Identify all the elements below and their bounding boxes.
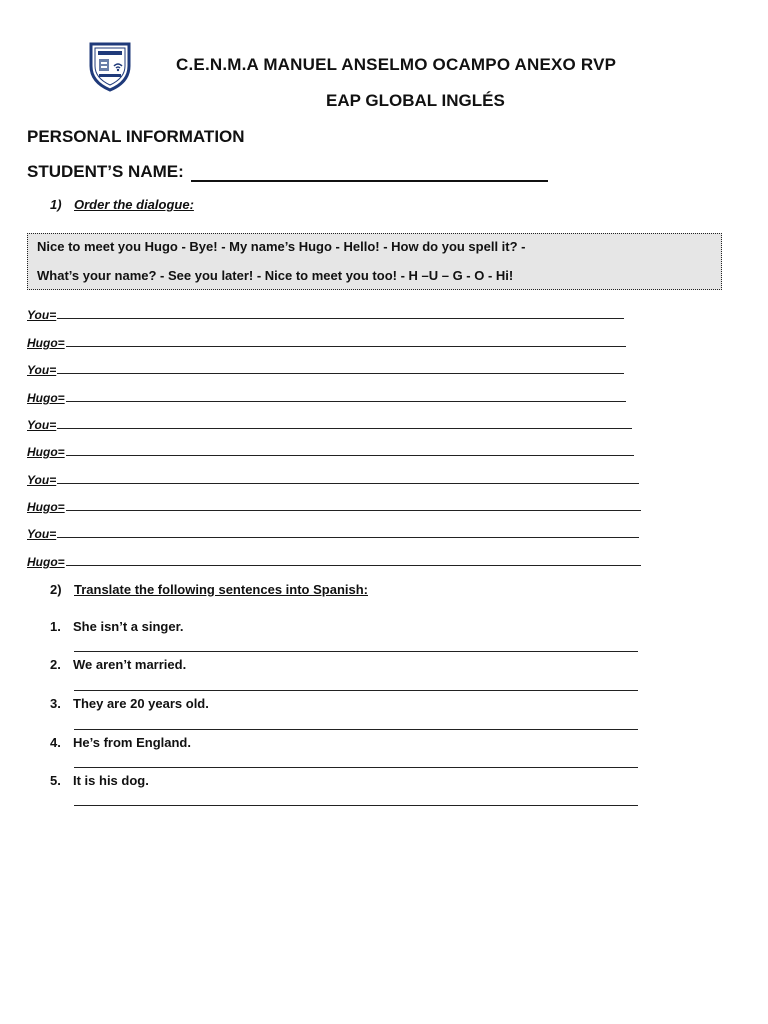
translation-sentence: They are 20 years old.	[73, 696, 209, 711]
translation-answer-line[interactable]	[74, 767, 638, 768]
student-name-label: STUDENT’S NAME:	[27, 162, 184, 181]
section1-number: 1)	[50, 197, 62, 212]
dialogue-line[interactable]	[27, 334, 626, 350]
translation-item-number: 1.	[50, 619, 61, 634]
personal-information-heading: PERSONAL INFORMATION	[27, 127, 245, 146]
dialogue-line[interactable]	[27, 389, 626, 405]
section2-number: 2)	[50, 582, 62, 597]
translation-answer-line[interactable]	[74, 805, 638, 806]
translation-sentence: We aren’t married.	[73, 657, 187, 672]
subject-title: EAP GLOBAL INGLÉS	[326, 91, 505, 110]
translation-answer-line[interactable]	[74, 651, 638, 652]
student-name-field[interactable]	[191, 180, 548, 182]
dialogue-line[interactable]	[27, 525, 639, 541]
dialogue-speaker-label: Hugo=	[27, 391, 65, 405]
dialogue-line[interactable]	[27, 306, 624, 322]
translation-item-number: 2.	[50, 657, 61, 672]
word-bank-box	[27, 233, 722, 290]
dialogue-line[interactable]	[27, 361, 624, 377]
translation-item-number: 4.	[50, 735, 61, 750]
dialogue-line[interactable]	[27, 416, 632, 432]
dialogue-speaker-label: Hugo=	[27, 500, 65, 514]
translation-sentence: He’s from England.	[73, 735, 191, 750]
translation-item-number: 3.	[50, 696, 61, 711]
section1-title: Order the dialogue:	[74, 197, 194, 212]
dialogue-line[interactable]	[27, 498, 641, 514]
section2-title: Translate the following sentences into Spanish:	[74, 582, 368, 597]
dialogue-speaker-label: Hugo=	[27, 555, 65, 569]
dialogue-speaker-label: You=	[27, 473, 57, 487]
dialogue-line[interactable]	[27, 471, 639, 487]
translation-answer-line[interactable]	[74, 690, 638, 691]
translation-sentence: It is his dog.	[73, 773, 149, 788]
translation-item-number: 5.	[50, 773, 61, 788]
dialogue-speaker-label: You=	[27, 308, 57, 322]
dialogue-speaker-label: Hugo=	[27, 445, 65, 459]
translation-sentence: She isn’t a singer.	[73, 619, 184, 634]
dialogue-line[interactable]	[27, 443, 634, 459]
school-crest-icon	[87, 40, 133, 92]
dialogue-speaker-label: Hugo=	[27, 336, 65, 350]
word-bank-row-1: Nice to meet you Hugo - Bye! - My name’s Hugo - Hello! - How do you spell it? -	[37, 239, 526, 254]
dialogue-line[interactable]	[27, 553, 641, 569]
dialogue-speaker-label: You=	[27, 418, 57, 432]
dialogue-speaker-label: You=	[27, 363, 57, 377]
dialogue-speaker-label: You=	[27, 527, 57, 541]
school-name: C.E.N.M.A MANUEL ANSELMO OCAMPO ANEXO RVP	[176, 55, 617, 74]
translation-answer-line[interactable]	[74, 729, 638, 730]
word-bank-row-2: What’s your name? - See you later! - Nice to meet you too! - H –U – G - O - Hi!	[37, 268, 514, 283]
